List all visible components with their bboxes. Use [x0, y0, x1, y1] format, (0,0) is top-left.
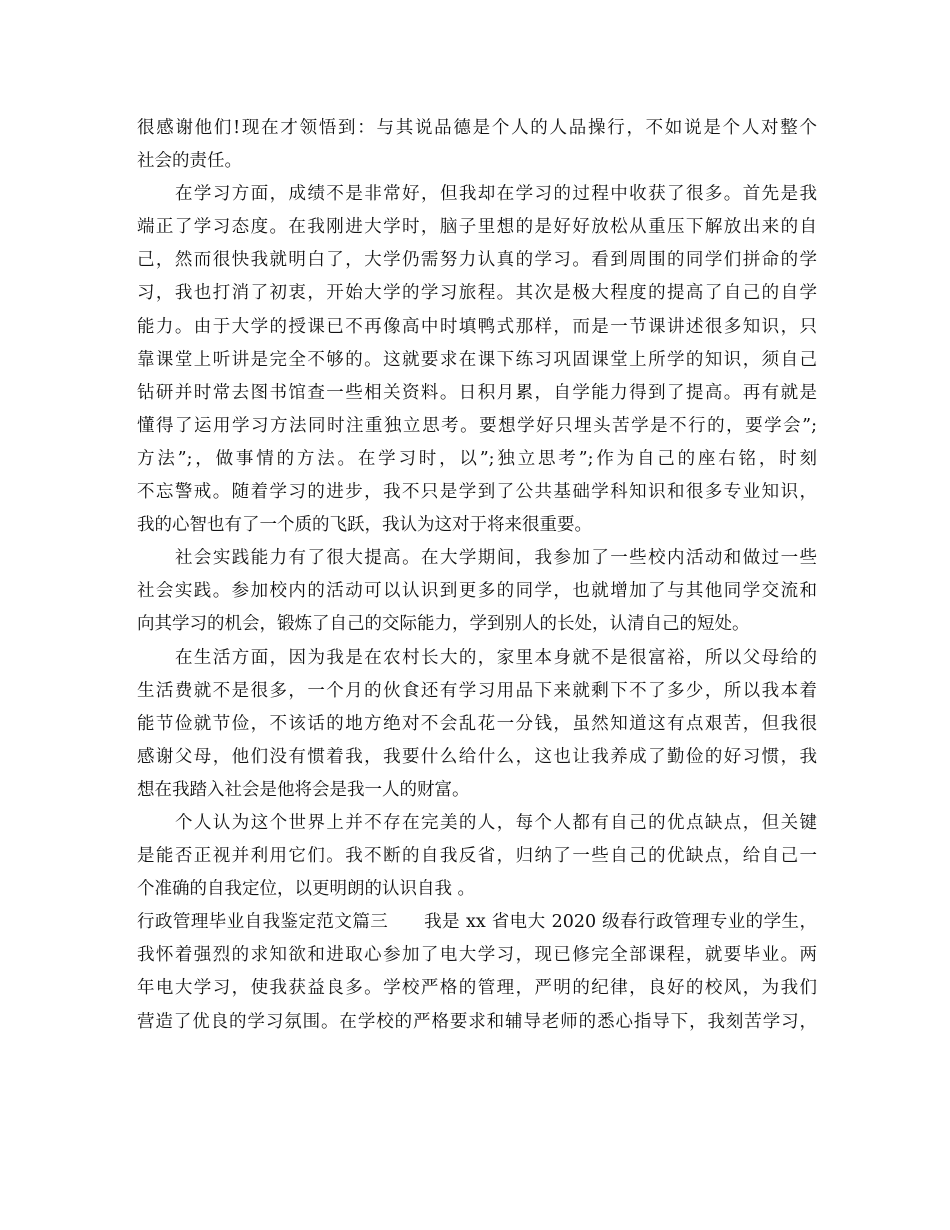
- text-line: 我怀着强烈的求知欲和进取心参加了电大学习，现已修完全部课程，就要毕业。两: [137, 945, 817, 966]
- text-line: 能力。由于大学的授课已不再像高中时填鸭式那样，而是一节课讲述很多知识，只: [137, 316, 817, 337]
- text-line: 行政管理毕业自我鉴定范文篇三 我是 xx 省电大 2020 级春行政管理专业的学生，: [137, 912, 817, 933]
- text-line: 向其学习的机会，锻炼了自己的交际能力，学到别人的长处，认清自己的短处。: [137, 614, 750, 635]
- text-line: 钻研并时常去图书馆查一些相关资料。日积月累，自学能力得到了提高。再有就是: [137, 382, 817, 403]
- document-body: [137, 112, 817, 1039]
- text-line: 很感谢他们!现在才领悟到：与其说品德是个人的人品操行，不如说是个人对整个: [137, 118, 817, 138]
- text-line: 想在我踏入社会是他将会是我一人的财富。: [137, 779, 470, 800]
- text-line: 感谢父母，他们没有惯着我，我要什么给什么，这也让我养成了勤俭的好习惯，我: [137, 746, 817, 767]
- text-line: 年电大学习，使我获益良多。学校严格的管理，严明的纪律，良好的校风，为我们: [137, 978, 817, 999]
- text-line: 端正了学习态度。在我刚进大学时，脑子里想的是好好放松从重压下解放出来的自: [137, 217, 817, 238]
- text-line: 懂得了运用学习方法同时注重独立思考。要想学好只埋头苦学是不行的，要学会”;: [137, 415, 817, 436]
- text-line: 个准确的自我定位，以更明朗的认识自我 。: [137, 879, 476, 900]
- text-line: 生活费就不是很多，一个月的伙食还有学习用品下来就剩下不了多少，所以我本着: [137, 680, 817, 701]
- paragraph-first-line: 在学习方面，成绩不是非常好，但我却在学习的过程中收获了很多。首先是我: [175, 184, 817, 205]
- text-line: 是能否正视并利用它们。我不断的自我反省，归纳了一些自己的优缺点，给自己一: [137, 846, 817, 867]
- text-line: 靠课堂上听讲是完全不够的。这就要求在课下练习巩固课堂上所学的知识，须自己: [137, 349, 817, 370]
- text-line: 能节俭就节俭，不该话的地方绝对不会乱花一分钱，虽然知道这有点艰苦，但我很: [137, 713, 817, 734]
- text-line: 己，然而很快我就明白了，大学仍需努力认真的学习。看到周围的同学们拼命的学: [137, 250, 817, 271]
- text-line: 方法”;，做事情的方法。在学习时，以”;独立思考”;作为自己的座右铭，时刻: [137, 448, 817, 469]
- paragraph-first-line: 个人认为这个世界上并不存在完美的人，每个人都有自己的优点缺点，但关键: [175, 812, 817, 833]
- paragraph-first-line: 社会实践能力有了很大提高。在大学期间，我参加了一些校内活动和做过一些: [175, 548, 817, 569]
- text-line: 营造了优良的学习氛围。在学校的严格要求和辅导老师的悉心指导下，我刻苦学习，: [137, 1011, 817, 1032]
- text-line: 不忘警戒。随着学习的进步，我不只是学到了公共基础学科知识和很多专业知识，: [137, 482, 817, 503]
- paragraph-first-line: 在生活方面，因为我是在农村长大的，家里本身就不是很富裕，所以父母给的: [175, 647, 817, 668]
- text-line: 习，我也打消了初衷，开始大学的学习旅程。其次是极大程度的提高了自己的自学: [137, 283, 817, 304]
- text-line: 我的心智也有了一个质的飞跃，我认为这对于将来很重要。: [137, 515, 592, 536]
- text-line: 社会实践。参加校内的活动可以认识到更多的同学，也就增加了与其他同学交流和: [137, 581, 817, 602]
- text-line: 社会的责任。: [137, 151, 242, 172]
